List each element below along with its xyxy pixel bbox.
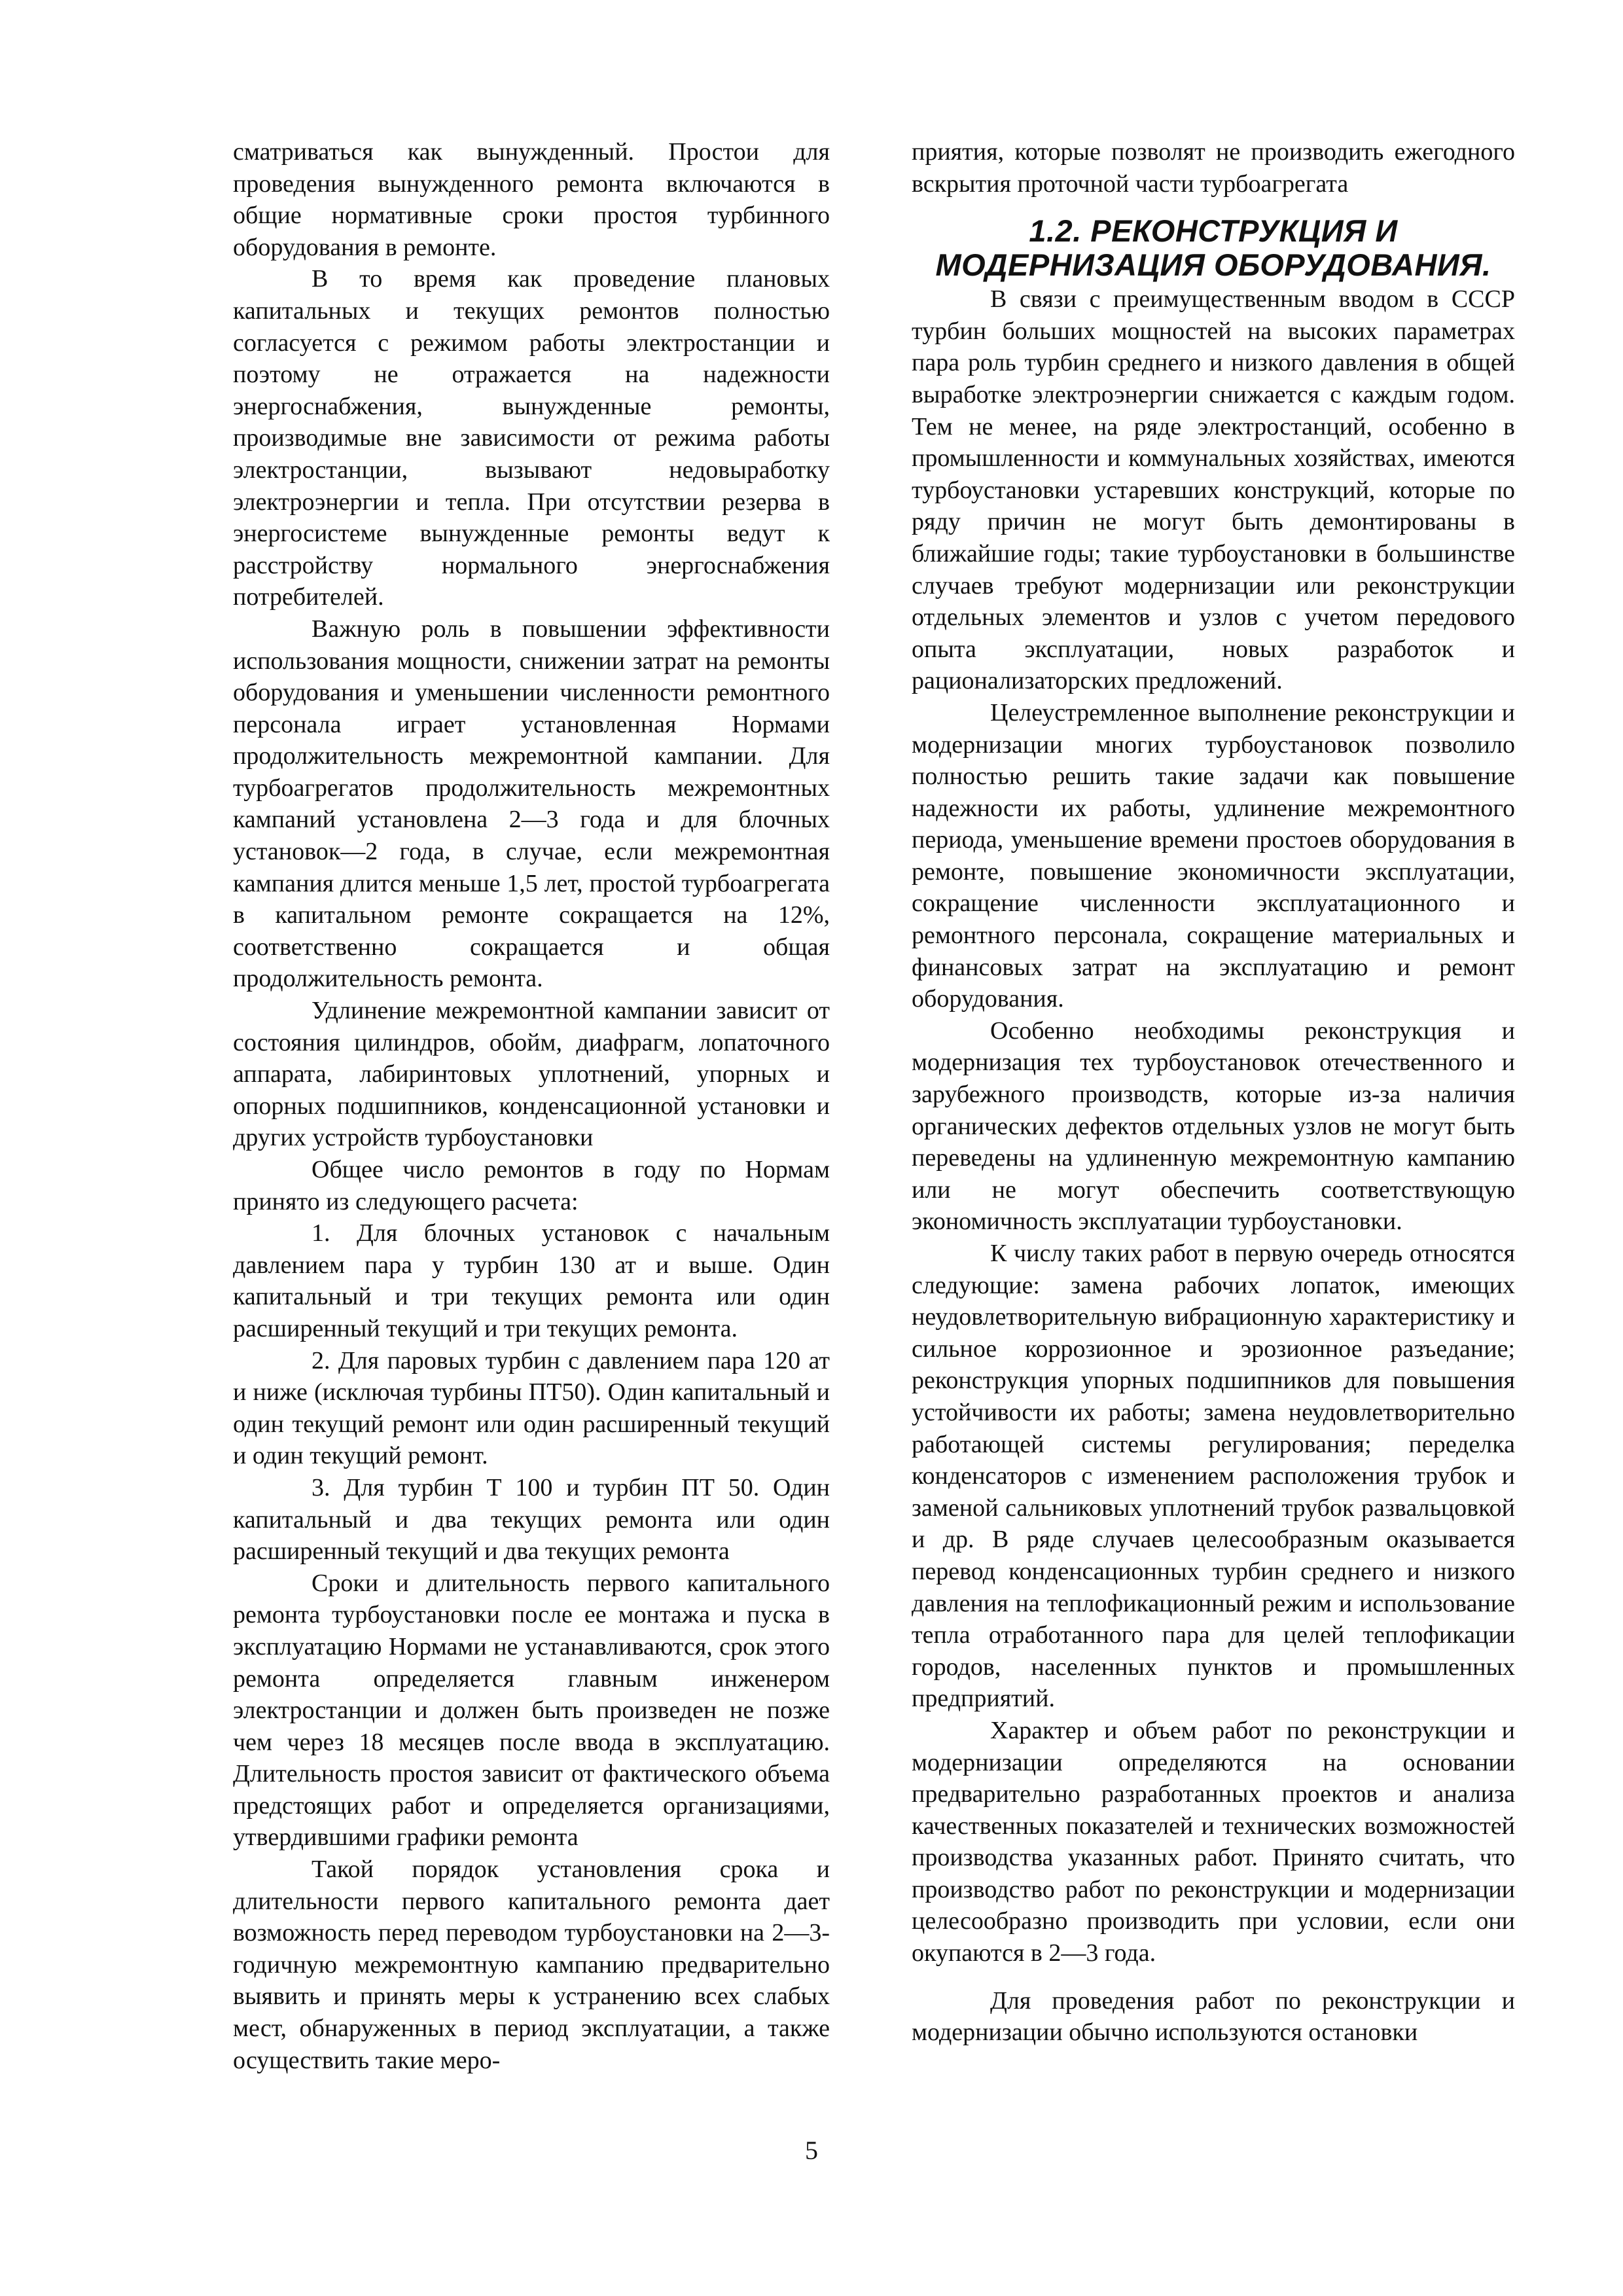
list-item: 1. Для блочных установок с начальным давлением пара у турбин 130 ат и выше. Один капитальный и три текущих ремонта или один расширенный текущий и три текущих ремонта.: [233, 1219, 830, 1342]
section-title: 1.2. РЕКОНСТРУКЦИЯ И МОДЕРНИЗАЦИЯ ОБОРУДОВАНИЯ.: [935, 213, 1491, 283]
paragraph: В то время как проведение плановых капитальных и текущих ремонтов полностью согласуется с режимом работы электростанции и поэтому не отражается на надежности энергоснабжения, вынужденные ремонты, производимые вне зависимости от режима работы электростанции, вызывают недовыработку электроэнергии и тепла. При отсутствии резерва в энергосистеме вынужденные ремонты ведут к расстройству нормального энергоснабжения потребителей.: [233, 265, 830, 611]
page-number: 5: [805, 2136, 818, 2165]
paragraph: Сроки и длительность первого капитального ремонта турбоустановки после ее монтажа и пуска в эксплуатацию Нормами не устанавливаются, срок этого ремонта определяется главным инженером электростанции и должен быть произведен не позже чем через 18 месяцев после ввода в эксплуатацию. Длительность простоя зависит от фактического объема предстоящих работ и определяется организациями, утвердившими графики ремонта: [233, 1569, 830, 1852]
paragraph: Удлинение межремонтной кампании зависит от состояния цилиндров, обойм, диафрагм, лопаточного аппарата, лабиринтовых уплотнений, упорных и опорных подшипников, конденсационной установки и других устройств турбоустановки: [233, 997, 830, 1152]
paragraph: Целеустремленное выполнение реконструкции и модернизации многих турбоустановок позволило полностью решить такие задачи как повышение надежности их работы, удлинение межремонтного периода, уменьшение времени простоев оборудования в ремонте, повышение экономичности эксплуатации, сокращение численности эксплуатационного и ремонтного персонала, сокращение материальных и финансовых затрат на эксплуатацию и ремонт оборудования.: [912, 698, 1515, 1013]
paragraph: В связи с преимущественным вводом в СССР турбин больших мощностей на высоких параметрах пара роль турбин среднего и низкого давления в общей выработке электроэнергии снижается с каждым годом. Тем не менее, на ряде электростанций, особенно в промышленности и коммунальных хозяйствах, имеются турбоустановки устаревших конструкций, которые по ряду причин не могут быть демонтированы в ближайшие годы; такие турбоустановки в большинстве случаев требуют модернизации или реконструкции отдельных элементов и узлов с учетом передового опыта эксплуатации, новых разработок и рационализаторских предложений.: [912, 285, 1515, 695]
paragraph: К числу таких работ в первую очередь относятся следующие: замена рабочих лопаток, имеющих неудовлетворительную вибрационную характеристику и сильное коррозионное и эрозионное разъедание; реконструкция упорных подшипников для повышения устойчивости их работы; замена неудовлетворительно работающей системы регулирования; переделка конденсаторов с изменением расположения трубок и заменой сальниковых уплотнений трубок развальцовкой и др. В ряде случаев целесообразным оказывается перевод конденсационных турбин среднего и низкого давления на теплофикационный режим и использование тепла отработанного пара для целей теплофикации городов, населенных пунктов и промышленных предприятий.: [912, 1240, 1515, 1713]
paragraph: Такой порядок установления срока и длительности первого капитального ремонта дает возможность перед переводом турбоустановки на 2—3-годичную межремонтную кампанию предварительно выявить и принять меры к устранению всех слабых мест, обнаруженных в период эксплуатации, а также осуществить такие меро-: [233, 1856, 830, 2074]
paragraph: Особенно необходимы реконструкция и модернизация тех турбоустановок отечественного и зарубежного производств, которые из-за наличия органических дефектов отдельных узлов не могут быть переведены на удлиненную межремонтную кампанию или не могут обеспечить соответствующую экономичность эксплуатации турбоустановки.: [912, 1016, 1515, 1236]
paragraph: Важную роль в повышении эффективности использования мощности, снижении затрат на ремонты оборудования и уменьшении численности ремонтного персонала играет установленная Нормами продолжительность межремонтной кампании. Для турбоагрегатов продолжительность межремонтных кампаний установлена 2—3 года и для блочных установок—2 года, в случае, если межремонтная кампания длится меньше 1,5 лет, простой турбоагрегата в капитальном ремонте сокращается на 12%, соответственно сокращается и общая продолжительность ремонта.: [233, 615, 830, 993]
right-column: [912, 136, 1515, 2049]
list-item: 3. Для турбин Т 100 и турбин ПТ 50. Один капитальный и два текущих ремонта или один расширенный текущий и два текущих ремонта: [233, 1473, 830, 1566]
paragraph: Характер и объем работ по реконструкции и модернизации определяются на основании предварительно разработанных проектов и анализа качественных показателей и технических возможностей производства указанных работ. Принято считать, что производство работ по реконструкции и модернизации целесообразно производить при условии, если они окупаются в 2—3 года.: [912, 1716, 1515, 1967]
left-column: [233, 136, 830, 2076]
paragraph: приятия, которые позволят не производить ежегодного вскрытия проточной части турбоагрегата: [912, 138, 1515, 198]
paragraph: сматриваться как вынужденный. Простои для проведения вынужденного ремонта включаются в общие нормативные сроки простоя турбинного оборудования в ремонте.: [233, 138, 830, 261]
paragraph: Для проведения работ по реконструкции и модернизации обычно используются остановки: [912, 1986, 1515, 2047]
paragraph: Общее число ремонтов в году по Нормам принято из следующего расчета:: [233, 1156, 830, 1215]
list-item: 2. Для паровых турбин с давлением пара 120 ат и ниже (исключая турбины ПТ50). Один капитальный и один текущий ремонт или один расширенный текущий и один текущий ремонт.: [233, 1346, 830, 1470]
